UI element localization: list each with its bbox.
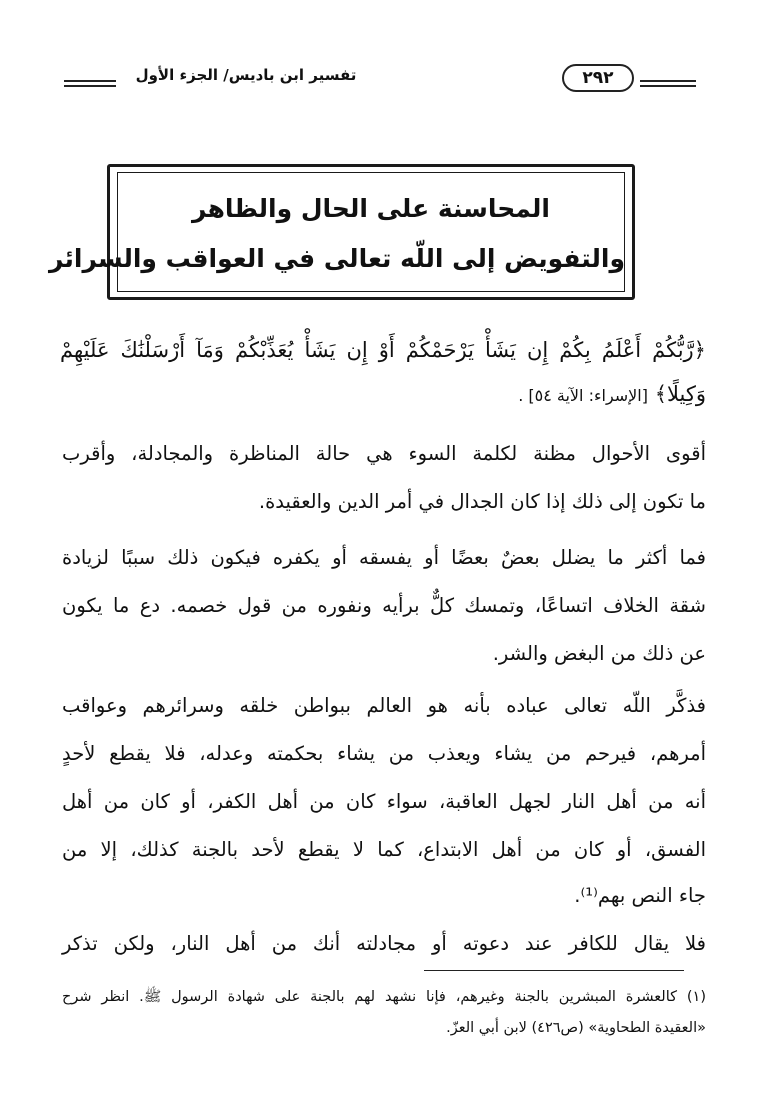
verse-text-end: وَكِيلًا﴾ xyxy=(654,382,706,406)
page-number: ٢٩٢ xyxy=(562,64,634,92)
header-rule-left xyxy=(64,80,116,82)
verse-line-1: ﴿رَّبُّكُمْ أَعْلَمُ بِكُمْ إِن يَشَأْ يَرْحَمْكُمْ أَوْ إِن يَشَأْ يُعَذِّبْكُمْ وَمَآ أَرْسَلْنَٰكَ عَلَيْهِمْ xyxy=(60,338,706,362)
paragraph-2-line-1: فما أكثر ما يضلل بعضٌ بعضًا أو يفسقه أو يكفره فيكون ذلك سببًا لزيادة xyxy=(62,546,706,569)
footnote-line-2: «العقيدة الطحاوية» (ص٤٢٦) لابن أبي العزّ. xyxy=(446,1020,706,1036)
footnote-line-1: (١) كالعشرة المبشرين بالجنة وغيرهم، فإنا نشهد لهم بالجنة على شهادة الرسول ﷺ. انظر شرح xyxy=(62,989,706,1005)
paragraph-2-line-2: شقة الخلاف اتساعًا، وتمسك كلٌّ برأيه ونفوره من قول خصمه. دع ما يكون xyxy=(62,594,706,617)
paragraph-2-line-3: عن ذلك من البغض والشر. xyxy=(492,642,706,665)
header-rule-right xyxy=(640,80,696,82)
chapter-title-line-1: المحاسنة على الحال والظاهر xyxy=(192,194,550,223)
verse-reference: [الإسراء: الآية ٥٤] . xyxy=(518,386,648,405)
paragraph-3-line-3: أنه من أهل النار لجهل العاقبة، سواء كان من أهل الكفر، أو كان من أهل xyxy=(62,790,706,813)
title-frame-inner xyxy=(48,172,625,292)
header-rule-left-2 xyxy=(64,85,116,87)
header-rule-right-2 xyxy=(640,85,696,87)
running-title: تفسير ابن باديس/ الجزء الأول xyxy=(135,66,357,84)
verse-line-2 xyxy=(60,382,706,406)
paragraph-3-line-5: جاء النص بهم⁽¹⁾. xyxy=(574,884,706,907)
paragraph-1-line-1: أقوى الأحوال مظنة لكلمة السوء هي حالة المناظرة والمجادلة، وأقرب xyxy=(62,442,706,465)
paragraph-3-line-4: الفسق، أو كان من أهل الابتداع، كما لا يقطع لأحد بالجنة كذلك، إلا من xyxy=(62,838,706,861)
chapter-title-line-2: والتفويض إلى اللّه تعالى في العواقب والسرائر xyxy=(48,244,625,273)
paragraph-4-line-1: فلا يقال للكافر عند دعوته أو مجادلته أنك من أهل النار، ولكن تذكر xyxy=(62,932,706,955)
paragraph-1-line-2: ما تكون إلى ذلك إذا كان الجدال في أمر الدين والعقيدة. xyxy=(258,490,706,513)
paragraph-3-line-1: فذكَّر اللّه تعالى عباده بأنه هو العالم ببواطن خلقه وسرائرهم وعواقب xyxy=(62,694,706,717)
footnote-separator xyxy=(424,970,684,971)
paragraph-3-line-2: أمرهم، فيرحم من يشاء ويعذب من يشاء بحكمته وعدله، فلا يقطع لأحدٍ xyxy=(62,742,706,765)
